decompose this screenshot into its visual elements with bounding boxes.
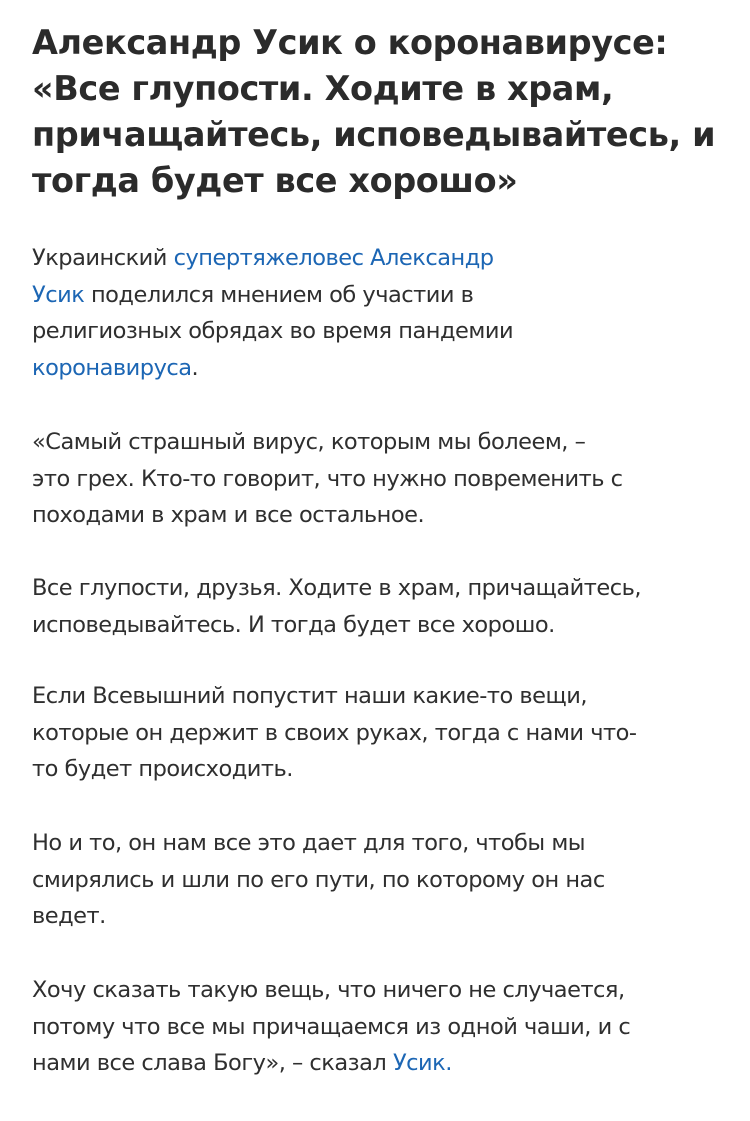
headline-line: тогда будет все хорошо» xyxy=(32,161,518,200)
paragraph-line: это грех. Кто-то говорит, что нужно повременить с xyxy=(32,465,623,492)
paragraph-line: смирялись и шли по его пути, по которому он нас xyxy=(32,866,605,893)
quote-paragraph xyxy=(32,972,630,1082)
paragraph-line: Если Всевышний попустит наши какие-то вещи, xyxy=(32,683,587,709)
quote-paragraph xyxy=(32,424,623,534)
paragraph-line: то будет происходить. xyxy=(32,756,293,782)
heavyweight-link[interactable]: супертяжеловес Александр xyxy=(173,245,494,271)
paragraph-line: которые он держит в своих руках, тогда с нами что- xyxy=(32,719,637,746)
intro-text: . xyxy=(191,354,199,381)
headline-line: причащайтесь, исповедывайтесь, и xyxy=(32,115,716,154)
intro-text: Украинский xyxy=(32,245,174,271)
paragraph-line: походами в храм и все остальное. xyxy=(32,502,425,528)
intro-text: поделился мнением об участии в xyxy=(84,281,474,308)
paragraph-line: «Самый страшный вирус, которым мы болеем, – xyxy=(32,429,586,455)
paragraph-line: Все глупости, друзья. Ходите в храм, причащайтесь, xyxy=(32,575,641,601)
quote-paragraph xyxy=(32,825,605,935)
headline-line: Александр Усик о коронавирусе: xyxy=(32,23,668,62)
paragraph-line: религиозных обрядах во время пандемии xyxy=(32,318,514,344)
paragraph-line: Хочу сказать такую вещь, что ничего не случается, xyxy=(32,977,625,1003)
paragraph-line xyxy=(32,240,513,277)
paragraph-line xyxy=(32,350,513,387)
paragraph-line xyxy=(32,1045,630,1082)
paragraph-line: исповедывайтесь. И тогда будет все хорошо. xyxy=(32,611,555,638)
quote-paragraph xyxy=(32,678,636,788)
usik-link[interactable]: Усик xyxy=(32,281,85,308)
paragraph-line xyxy=(32,277,513,314)
coronavirus-link[interactable]: коронавируса xyxy=(32,354,192,381)
intro-paragraph xyxy=(32,240,513,386)
quote-text: нами все слава Богу», – сказал xyxy=(32,1050,393,1076)
paragraph-line: Но и то, он нам все это дает для того, чтобы мы xyxy=(32,830,586,856)
headline-line: «Все глупости. Ходите в храм, xyxy=(32,69,614,108)
paragraph-line: потому что все мы причащаемся из одной чаши, и с xyxy=(32,1013,631,1040)
usik-link[interactable]: Усик. xyxy=(392,1050,452,1076)
quote-paragraph xyxy=(32,570,641,643)
article-headline xyxy=(32,20,732,204)
paragraph-line: ведет. xyxy=(32,903,106,929)
